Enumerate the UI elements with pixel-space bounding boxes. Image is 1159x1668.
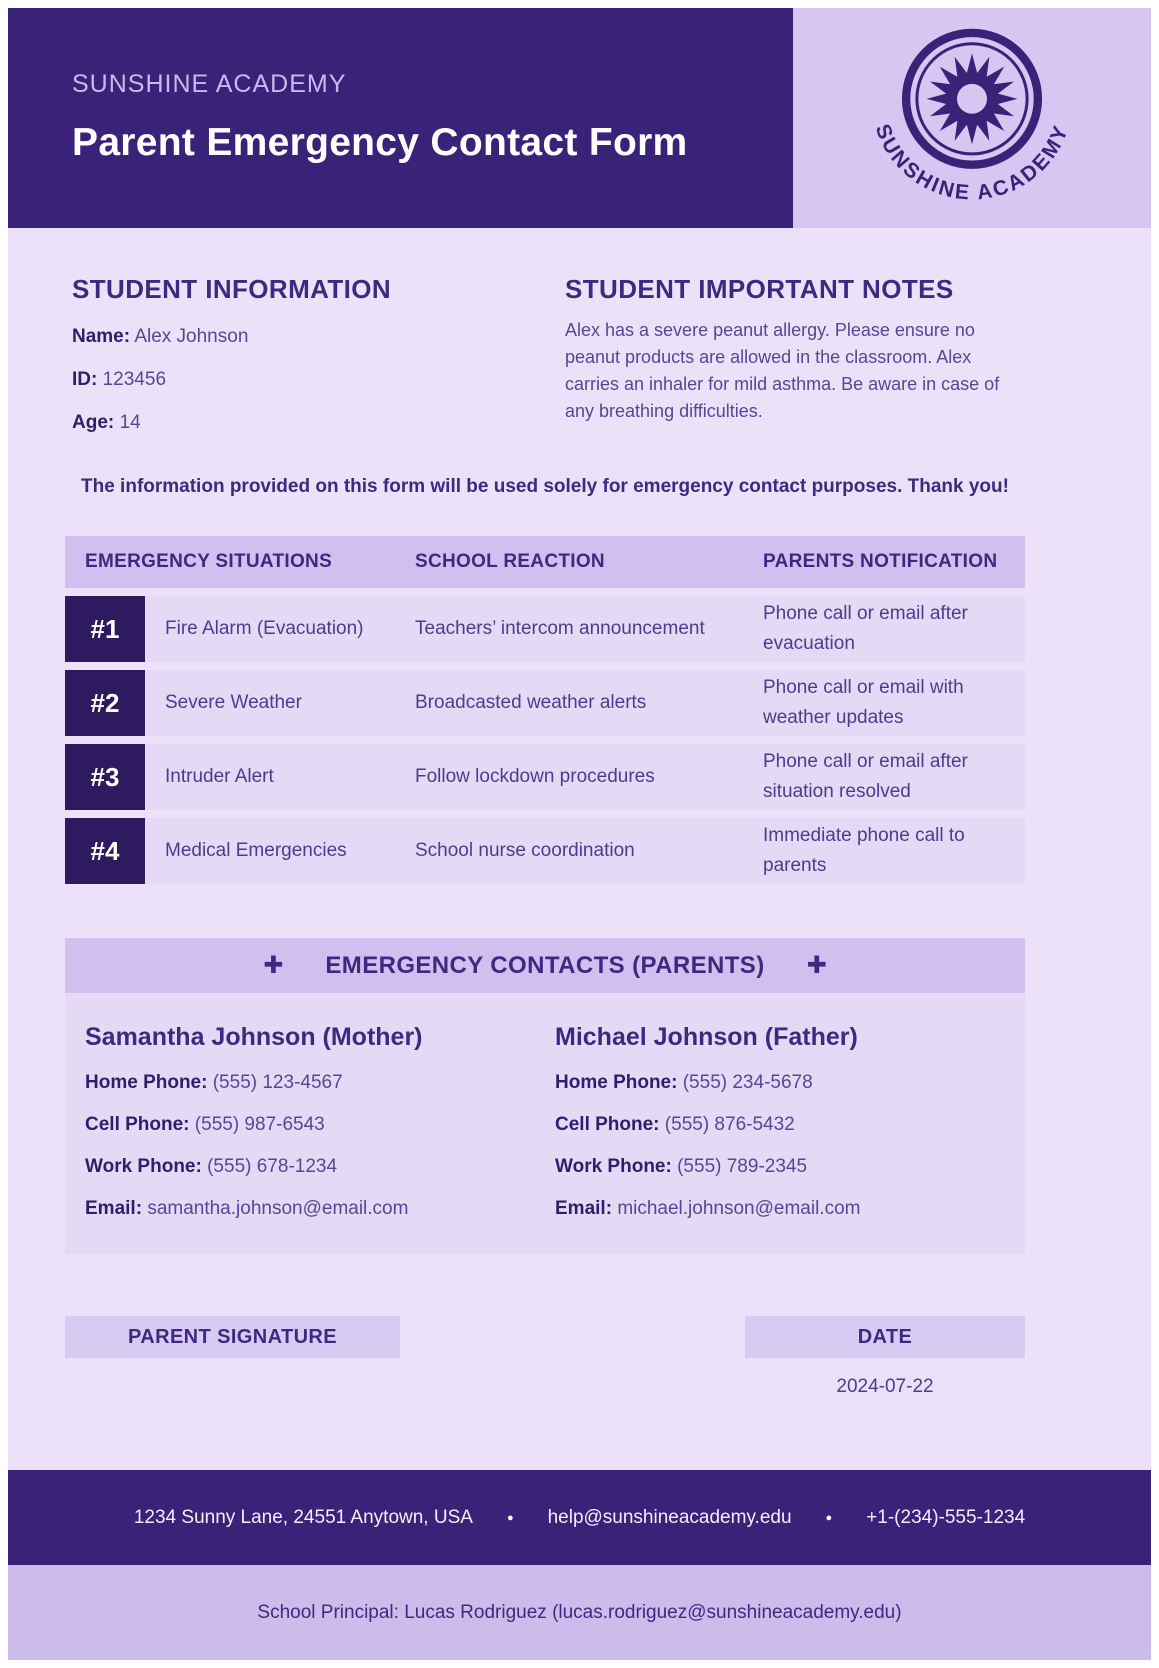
student-name-field	[72, 326, 565, 348]
col-header-school-reaction: SCHOOL REACTION	[415, 551, 605, 572]
parent-signature-label: PARENT SIGNATURE	[65, 1316, 400, 1358]
father-name: Michael Johnson (Father)	[555, 1023, 858, 1051]
col-header-emergency-situations: EMERGENCY SITUATIONS	[85, 551, 333, 572]
student-id-field	[72, 369, 565, 391]
work-phone-value: (555) 678-1234	[207, 1156, 338, 1177]
plus-icon: ✚	[806, 952, 827, 979]
mother-home-phone	[85, 1072, 555, 1094]
cell-phone-value: (555) 876-5432	[664, 1114, 795, 1135]
footer-address: 1234 Sunny Lane, 24551 Anytown, USA	[133, 1506, 473, 1528]
student-name-value: Alex Johnson	[134, 326, 249, 347]
reaction-cell: Follow lockdown procedures	[415, 744, 763, 810]
signature-date-row	[65, 1316, 1025, 1419]
footer-contact-bar	[8, 1470, 1151, 1565]
student-id-label: ID:	[72, 369, 98, 390]
logo-panel	[793, 8, 1151, 228]
row-number-badge: #3	[65, 744, 145, 810]
principal-text: School Principal: Lucas Rodriguez (lucas.rodriguez@sunshineacademy.edu)	[257, 1601, 902, 1623]
student-notes-heading: STUDENT IMPORTANT NOTES	[565, 274, 954, 304]
form-body	[8, 228, 1151, 1470]
reaction-cell: School nurse coordination	[415, 818, 763, 884]
father-contact-card	[555, 1023, 1025, 1220]
row-number-badge: #2	[65, 670, 145, 736]
footer-principal-bar	[8, 1565, 1151, 1660]
email-value: samantha.johnson@email.com	[147, 1198, 409, 1219]
notification-cell: Phone call or email with weather updates	[763, 670, 1025, 736]
student-notes-text: Alex has a severe peanut allergy. Please ensure no peanut products are allowed in the classroom. Alex carries an inhaler for mild asthma. Be aware in case of any breathing difficulties.	[565, 320, 1000, 421]
date-block	[745, 1316, 1025, 1419]
student-notes-section	[565, 274, 1025, 434]
situation-cell: Severe Weather	[145, 670, 415, 736]
logo-curved-text: SUNSHINE ACADEMY	[870, 120, 1074, 205]
emergency-contacts-title: EMERGENCY CONTACTS (PARENTS)	[325, 951, 765, 979]
student-information-heading: STUDENT INFORMATION	[72, 274, 392, 304]
row-number-badge: #4	[65, 818, 145, 884]
emergency-contacts-body	[65, 993, 1025, 1254]
email-label: Email:	[85, 1198, 143, 1219]
table-row	[65, 596, 1025, 662]
notification-cell: Phone call or email after evacuation	[763, 596, 1025, 662]
home-phone-value: (555) 123-4567	[212, 1072, 343, 1093]
footer-phone: +1-(234)-555-1234	[866, 1506, 1026, 1528]
footer-email: help@sunshineacademy.edu	[547, 1506, 792, 1528]
student-age-label: Age:	[72, 412, 115, 433]
parent-signature-field[interactable]	[65, 1358, 400, 1419]
page-title: Parent Emergency Contact Form	[72, 121, 688, 164]
father-email	[555, 1198, 1025, 1220]
cell-phone-label: Cell Phone:	[85, 1114, 190, 1135]
work-phone-value: (555) 789-2345	[677, 1156, 808, 1177]
cell-phone-value: (555) 987-6543	[194, 1114, 325, 1135]
notification-cell: Phone call or email after situation resolved	[763, 744, 1025, 810]
privacy-notice: The information provided on this form will be used solely for emergency contact purposes. Thank you!	[81, 476, 1009, 497]
cell-phone-label: Cell Phone:	[555, 1114, 660, 1135]
emergency-contacts-header	[65, 938, 1025, 993]
student-information-section	[65, 274, 565, 434]
sunshine-academy-logo-icon	[846, 9, 1098, 227]
row-number-badge: #1	[65, 596, 145, 662]
table-row	[65, 818, 1025, 884]
father-work-phone	[555, 1156, 1025, 1178]
home-phone-value: (555) 234-5678	[682, 1072, 813, 1093]
header-title-block	[8, 8, 793, 228]
emergency-situations-table	[65, 536, 1025, 884]
bullet-separator-icon: ●	[825, 1511, 833, 1524]
table-row	[65, 670, 1025, 736]
table-header-row	[65, 536, 1025, 588]
mother-email	[85, 1198, 555, 1220]
table-row	[65, 744, 1025, 810]
school-name: SUNSHINE ACADEMY	[72, 70, 347, 98]
student-age-value: 14	[119, 412, 141, 433]
home-phone-label: Home Phone:	[85, 1072, 208, 1093]
student-info-row	[65, 228, 1025, 434]
bullet-separator-icon: ●	[506, 1511, 514, 1524]
notification-cell: Immediate phone call to parents	[763, 818, 1025, 884]
situation-cell: Medical Emergencies	[145, 818, 415, 884]
father-home-phone	[555, 1072, 1025, 1094]
reaction-cell: Teachers’ intercom announcement	[415, 596, 763, 662]
mother-contact-card	[85, 1023, 555, 1220]
student-id-value: 123456	[102, 369, 167, 390]
home-phone-label: Home Phone:	[555, 1072, 678, 1093]
mother-cell-phone	[85, 1114, 555, 1136]
mother-work-phone	[85, 1156, 555, 1178]
header	[8, 8, 1151, 228]
situation-cell: Intruder Alert	[145, 744, 415, 810]
situation-cell: Fire Alarm (Evacuation)	[145, 596, 415, 662]
reaction-cell: Broadcasted weather alerts	[415, 670, 763, 736]
email-label: Email:	[555, 1198, 613, 1219]
email-value: michael.johnson@email.com	[617, 1198, 861, 1219]
col-header-parents-notification: PARENTS NOTIFICATION	[763, 551, 998, 572]
plus-icon: ✚	[263, 952, 284, 979]
date-label: DATE	[745, 1316, 1025, 1358]
student-age-field	[72, 412, 565, 434]
student-name-label: Name:	[72, 326, 131, 347]
work-phone-label: Work Phone:	[555, 1156, 672, 1177]
mother-name: Samantha Johnson (Mother)	[85, 1023, 423, 1051]
date-value: 2024-07-22	[745, 1358, 1025, 1419]
parent-signature-block	[65, 1316, 400, 1419]
work-phone-label: Work Phone:	[85, 1156, 202, 1177]
father-cell-phone	[555, 1114, 1025, 1136]
